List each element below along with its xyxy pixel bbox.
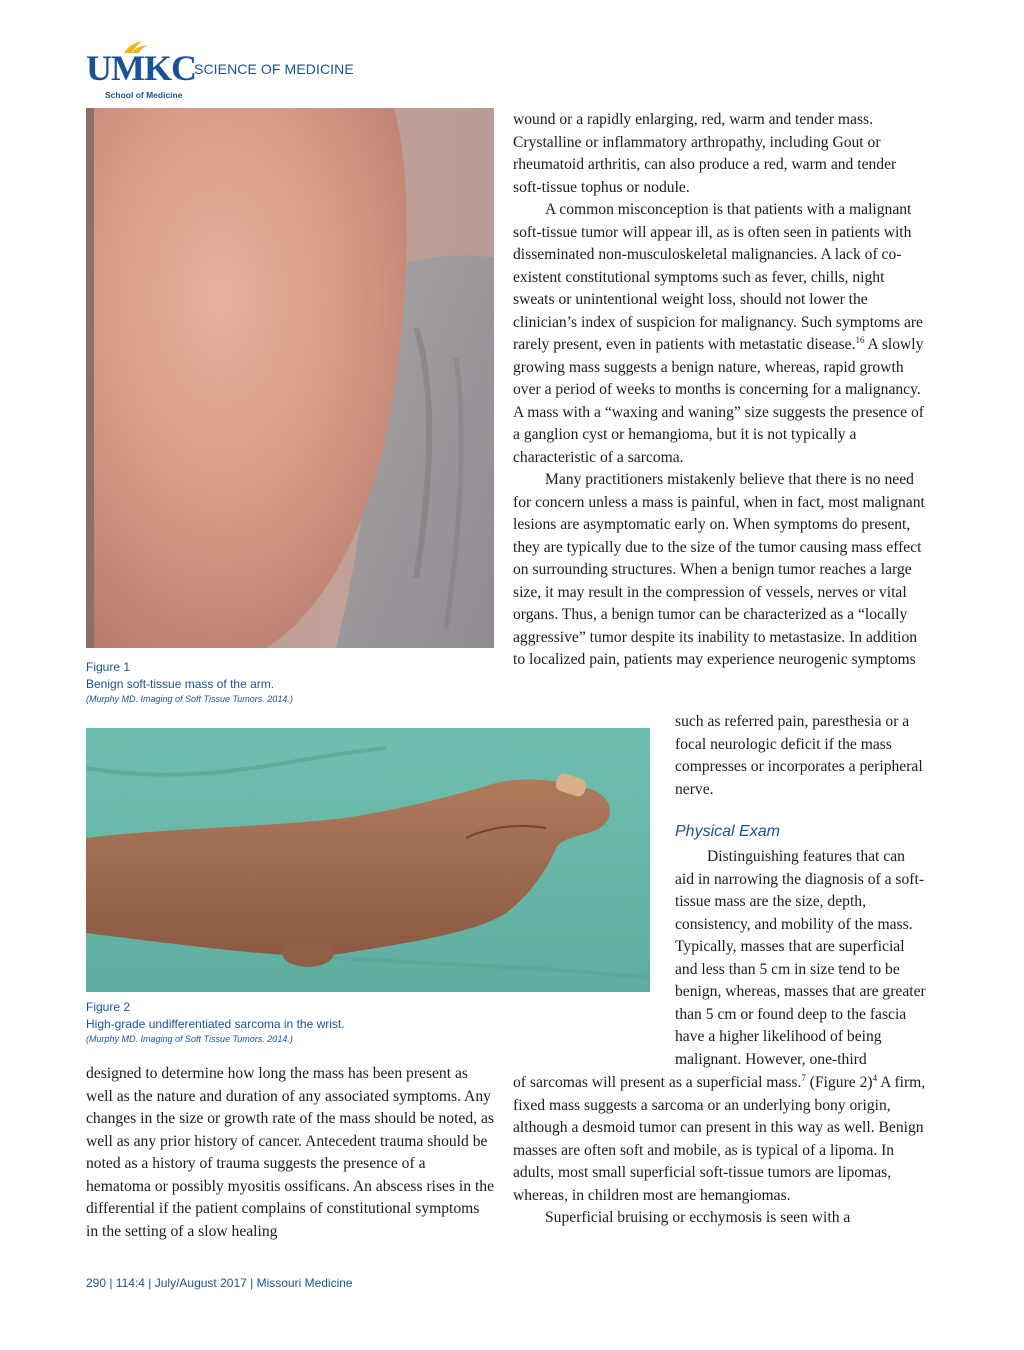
paragraph: Many practitioners mistakenly believe that there is no need for concern unless a mass is painful, when in fact, most malignant lesions are asymptomatic early on. When symptoms do present, they are typically due to the size of the tumor causing mass effect on surrounding structures. When a benign tumor reaches a large size, it may result in the compression of vessels, nerves or vital organs. Thus, a benign tumor can be characterized as a “locally aggressive” tumor despite its inability to metastasize. In addition to localized pain, patients may experience neurogenic symptoms bbox=[513, 471, 925, 668]
figure-1-label: Figure 1 bbox=[86, 660, 131, 674]
paragraph: designed to determine how long the mass has been present as well as the nature and duration of any associated symptoms. Any changes in the size or growth rate of the mass should be noted, as well as any prior history of cancer. Antecedent trauma should be noted as a history of trauma suggests the presence of a hematoma or possibly myositis ossificans. An abscess rises in the differential if the patient complains of constitutional symptoms in the setting of a slow healing bbox=[86, 1065, 494, 1240]
reference-marker: 16 bbox=[855, 334, 865, 345]
logo-wordmark: UMKC bbox=[86, 48, 196, 88]
right-column-text-upper bbox=[513, 109, 927, 672]
figure-1-title: Benign soft-tissue mass of the arm. bbox=[86, 677, 275, 691]
right-column-text-lower bbox=[513, 1072, 927, 1230]
right-column-text-exam bbox=[675, 846, 927, 1071]
figure-1-citation: (Murphy MD. Imaging of Soft Tissue Tumors. 2014.) bbox=[86, 694, 293, 704]
paragraph: of sarcomas will present as a superficial mass.$^7$ (Figure 2)$^4$ A firm, fixed mass suggests a sarcoma or an underlying bony origin, although a desmoid tumor can present in this way as well. Benign masses are often soft and mobile, as is typical of a lipoma. In adults, most small superficial soft-tissue tumors are lipomas, whereas, in children most are hemangiomas. bbox=[513, 1072, 926, 1204]
figure-2-caption bbox=[86, 999, 345, 1046]
figure-2-image bbox=[86, 728, 650, 992]
umkc-logo bbox=[86, 40, 196, 102]
left-column-text bbox=[86, 1063, 494, 1243]
paragraph: such as referred pain, paresthesia or a focal neurologic deficit if the mass compresses or incorporates a peripheral nerve. bbox=[675, 713, 923, 798]
logo-subtitle: School of Medicine bbox=[105, 90, 183, 100]
reference-marker: 7 bbox=[801, 1072, 806, 1083]
figure-2-citation: (Murphy MD. Imaging of Soft Tissue Tumors. 2014.) bbox=[86, 1034, 293, 1044]
right-column-text-narrow bbox=[675, 711, 927, 801]
reference-marker: 4 bbox=[872, 1072, 878, 1083]
paragraph: Distinguishing features that can aid in narrowing the diagnosis of a soft-tissue mass are the size, depth, consistency, and mobility of the mass. Typically, masses that are superficial and less than 5 cm in size tend to be benign, whereas, masses that are greater than 5 cm or found deep to the fascia have a higher likelihood of being malignant. However, one-third bbox=[675, 848, 926, 1068]
section-title: SCIENCE OF MEDICINE bbox=[194, 61, 354, 77]
paragraph: A common misconception is that patients with a malignant soft-tissue tumor will appear ill, as is often seen in patients with disseminated non-musculoskeletal malignancies. A lack of co-existent constitutional symptoms such as fever, chills, night sweats or unintentional weight loss, should not lower the clinician’s index of suspicion for malignancy. Such symptoms are rarely present, even in patients with metastatic disease.$^{16}$ A slowly growing mass suggests a benign nature, whereas, rapid growth over a period of weeks to months is concerning for a malignancy. A mass with a “waxing and waning” size suggests the presence of a ganglion cyst or hemangioma, but it is not typically a characteristic of a sarcoma. bbox=[513, 201, 924, 466]
figure-2-label: Figure 2 bbox=[86, 1000, 131, 1014]
figure-2-title: High-grade undifferentiated sarcoma in the wrist. bbox=[86, 1017, 345, 1031]
page-footer: 290 | 114:4 | July/August 2017 | Missouri Medicine bbox=[86, 1276, 353, 1290]
paragraph: Superficial bruising or ecchymosis is seen with a bbox=[545, 1209, 851, 1226]
figure-1-image bbox=[86, 108, 494, 648]
paragraph: wound or a rapidly enlarging, red, warm and tender mass. Crystalline or inflammatory arthropathy, including Gout or rheumatoid arthritis, can also produce a red, warm and tender soft-tissue tophus or nodule. bbox=[513, 111, 897, 196]
figure-1-caption bbox=[86, 659, 293, 706]
section-heading: Physical Exam bbox=[675, 823, 780, 840]
